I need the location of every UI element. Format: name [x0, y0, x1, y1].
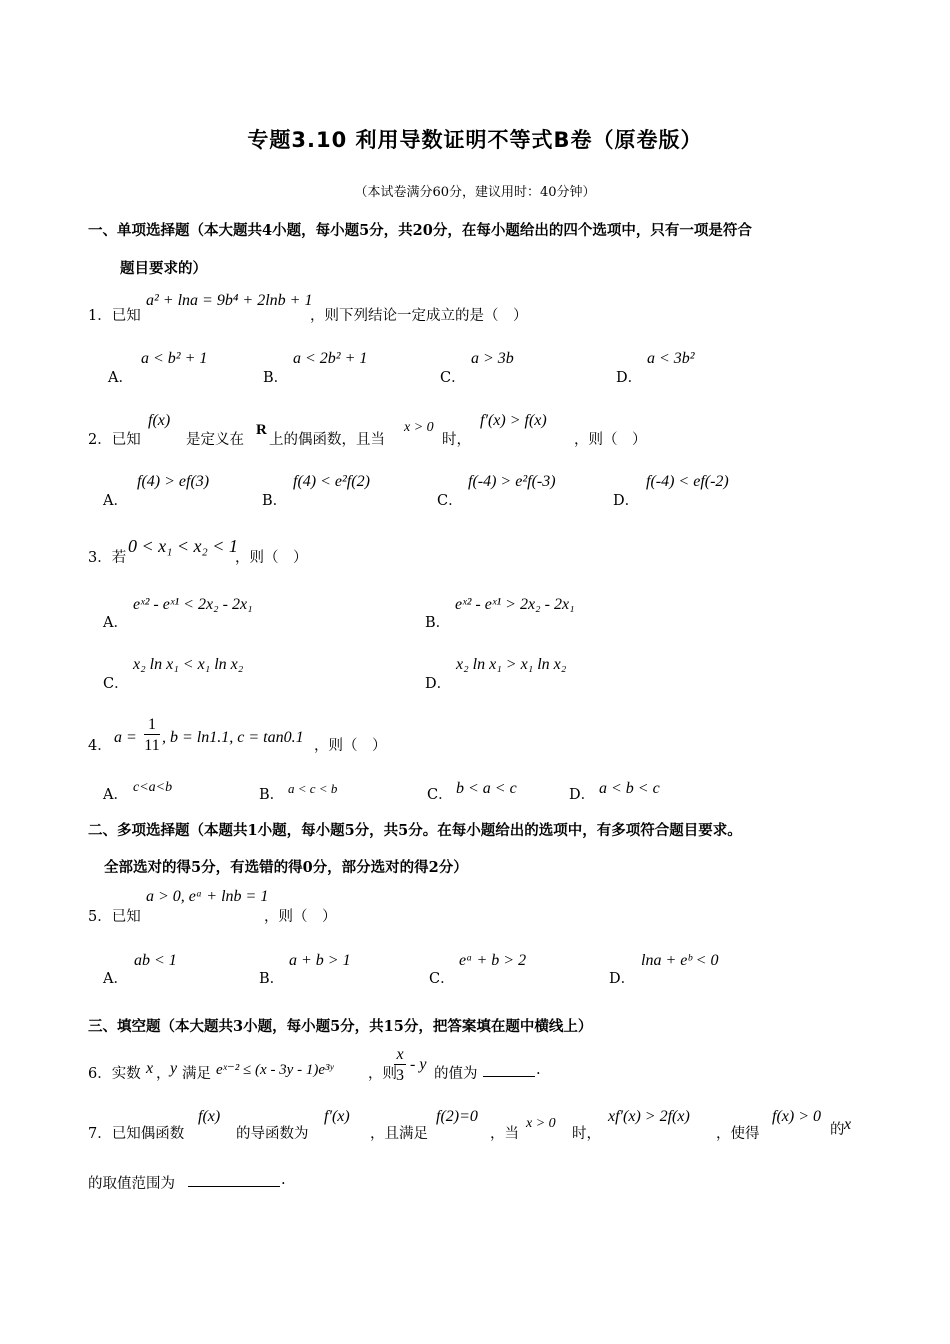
question-7-end: .: [281, 1172, 286, 1188]
option-5a: ab < 1: [134, 952, 177, 969]
question-2-stem: ，则（ ）: [574, 432, 647, 448]
option-5d: lna + eᵇ < 0: [641, 952, 719, 969]
option-1b: a < 2b² + 1: [293, 350, 368, 367]
option-3c-label: C．: [103, 676, 129, 692]
question-1-options: [108, 350, 868, 390]
option-1a-label: A．: [108, 370, 133, 386]
option-3d-label: D．: [425, 676, 452, 692]
question-7-derivative: f′(x): [324, 1108, 350, 1125]
question-2-text-3: 时，: [442, 432, 471, 448]
question-7-condition-2: x > 0: [526, 1116, 556, 1131]
option-1a: a < b² + 1: [141, 350, 208, 367]
option-4b: a < c < b: [288, 781, 338, 796]
question-6: [88, 1046, 868, 1090]
option-2c-label: C．: [437, 493, 463, 509]
section-2-heading-cont: 全部选对的得5分，有选错的得0分，部分选对的得2分）: [104, 859, 468, 876]
option-3b: eˣ² - eˣ¹ > 2x₂ - 2x₁: [455, 596, 575, 613]
option-2b-label: B．: [262, 493, 288, 509]
question-7-condition-1: f(2)=0: [436, 1108, 478, 1125]
question-2-number: 2．已知: [88, 432, 141, 448]
question-6-var-x: x: [146, 1060, 154, 1077]
section-1-heading: 一、单项选择题（本大题共4小题，每小题5分，共20分，在每小题给出的四个选项中，只有一项是符合: [88, 222, 752, 239]
option-3d: x₂ ln x₁ > x₁ ln x₂: [456, 656, 567, 673]
option-4a-label: A．: [103, 787, 128, 803]
question-7: [88, 1104, 868, 1144]
question-3-stem: ，则（ ）: [235, 550, 308, 566]
option-2a-label: A．: [103, 493, 128, 509]
option-2b: f(4) < e²f(2): [293, 473, 370, 490]
option-4a: c<a<b: [133, 780, 173, 795]
question-6-text-3: 的值为: [434, 1066, 478, 1082]
question-6-fraction-numerator: x: [394, 1046, 406, 1065]
question-6-var-y: y: [170, 1060, 178, 1077]
question-4-formula: , b = ln1.1, c = tan0.1: [162, 729, 304, 746]
question-2-text-1: 是定义在: [186, 432, 244, 448]
question-4-options: [103, 780, 863, 808]
question-3-options-row1: [103, 596, 863, 630]
question-4-fraction-numerator: 1: [144, 716, 160, 735]
question-7-inequality: xf′(x) > 2f(x): [608, 1108, 690, 1125]
page-subtitle: （本试卷满分60分，建议用时：40分钟）: [354, 185, 596, 200]
question-2-fx: f(x): [148, 412, 171, 429]
question-1-formula: a² + lna = 9b⁴ + 2lnb + 1: [146, 292, 313, 309]
question-7-text-3: ，当: [490, 1126, 519, 1142]
question-7-text-1: 的导函数为: [236, 1126, 309, 1142]
question-6-text-1: 满足: [182, 1066, 211, 1082]
question-7-number: 7．已知偶函数: [88, 1126, 185, 1142]
option-4d-label: D．: [569, 787, 596, 803]
question-3-number: 3．若: [88, 550, 127, 566]
question-2-condition: x > 0: [404, 420, 434, 435]
option-3a: eˣ² - eˣ¹ < 2x₂ - 2x₁: [133, 596, 253, 613]
question-4-a-eq: a =: [114, 729, 137, 746]
question-7-text-5: ，使得: [716, 1126, 760, 1142]
option-5c: eᵃ + b > 2: [459, 952, 527, 969]
option-4c-label: C．: [427, 787, 453, 803]
option-2d: f(-4) < ef(-2): [646, 473, 729, 490]
question-7-text-4: 时，: [572, 1126, 601, 1142]
option-4c: b < a < c: [456, 780, 517, 797]
option-4b-label: B．: [259, 787, 285, 803]
option-2c: f(-4) > e²f(-3): [468, 473, 556, 490]
question-3-formula: 0 < x₁ < x₂ < 1: [128, 536, 238, 556]
question-7-continuation: [88, 1170, 868, 1194]
question-6-comma: ，: [156, 1066, 171, 1082]
question-7-text-6: 的: [830, 1122, 845, 1138]
question-5-options: [103, 950, 863, 990]
question-4-stem: ，则（ ）: [314, 738, 387, 754]
question-7-line-2: 的取值范围为: [88, 1176, 175, 1192]
question-6-end: .: [536, 1062, 541, 1078]
question-5-number: 5．已知: [88, 909, 141, 925]
question-3: [88, 536, 868, 570]
question-3-options-row2: [103, 656, 863, 690]
question-6-number: 6．实数: [88, 1066, 141, 1082]
option-1d-label: D．: [616, 370, 643, 386]
question-6-formula: eˣ⁻² ≤ (x - 3y - 1)e³ʸ: [216, 1062, 334, 1078]
question-4: [88, 716, 868, 762]
question-7-var-x: x: [844, 1116, 852, 1133]
section-1-heading-cont: 题目要求的）: [120, 260, 207, 277]
question-5-stem: ，则（ ）: [264, 909, 337, 925]
option-5d-label: D．: [609, 971, 636, 987]
option-5b-label: B．: [259, 971, 285, 987]
option-3b-label: B．: [425, 615, 451, 631]
question-6-minus-y: - y: [410, 1056, 427, 1073]
question-7-text-2: ，且满足: [370, 1126, 428, 1142]
question-2: [88, 410, 868, 450]
question-7-fx: f(x): [198, 1108, 221, 1125]
question-5-formula: a > 0, eᵃ + lnb = 1: [146, 888, 269, 905]
question-6-fraction-denominator: 3: [396, 1067, 404, 1084]
option-2d-label: D．: [613, 493, 640, 509]
question-1-number: 1．已知: [88, 308, 141, 324]
option-1c-label: C．: [440, 370, 466, 386]
question-7-goal: f(x) > 0: [772, 1108, 821, 1125]
question-2-options: [103, 472, 863, 512]
option-3c: x₂ ln x₁ < x₁ ln x₂: [133, 656, 244, 673]
option-3a-label: A．: [103, 615, 128, 631]
question-4-fraction-denominator: 11: [144, 737, 160, 754]
page-title: 专题3.10 利用导数证明不等式B卷（原卷版）: [247, 128, 703, 152]
option-5a-label: A．: [103, 971, 128, 987]
question-2-inequality: f′(x) > f(x): [480, 412, 547, 429]
option-5c-label: C．: [429, 971, 455, 987]
question-2-text-2: 上的偶函数，且当: [269, 432, 385, 448]
option-5b: a + b > 1: [289, 952, 351, 969]
question-4-number: 4．: [88, 738, 112, 754]
option-2a: f(4) > ef(3): [137, 473, 210, 490]
question-1: [88, 292, 868, 332]
option-4d: a < b < c: [599, 780, 660, 797]
question-6-answer-blank[interactable]: [483, 1062, 535, 1077]
question-2-real-set: R: [256, 422, 267, 438]
question-6-text-2: ，则: [368, 1066, 397, 1082]
question-7-answer-blank[interactable]: [188, 1172, 280, 1187]
section-3-heading: 三、填空题（本大题共3小题，每小题5分，共15分，把答案填在题中横线上）: [88, 1018, 593, 1035]
option-1c: a > 3b: [471, 350, 514, 367]
option-1b-label: B．: [263, 370, 289, 386]
option-1d: a < 3b²: [647, 350, 695, 367]
question-1-stem: ，则下列结论一定成立的是（ ）: [310, 308, 528, 324]
section-2-heading: 二、多项选择题（本题共1小题，每小题5分，共5分。在每小题给出的选项中，有多项符合题目要求。: [88, 822, 742, 839]
question-5: [88, 888, 868, 928]
